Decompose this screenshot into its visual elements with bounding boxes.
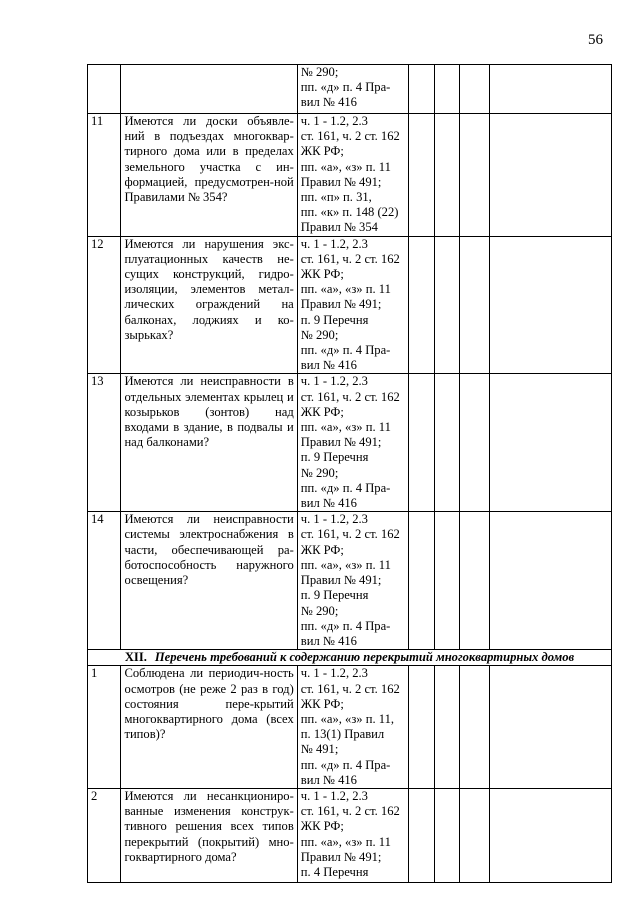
section-title-text: Перечень требований к содержанию перекрытий многоквартирных домов bbox=[154, 650, 575, 665]
question-text: Имеются ли доски объявле-ний в подъездах многоквар-тирного дома или в пределах земельного участка с ин-формацией, предусмотрен-ной Правилами № 354? bbox=[121, 114, 297, 237]
row-number: 13 bbox=[88, 374, 121, 512]
question-text: Имеются ли нарушения экс-плуатационных качеств не-сущих конструкций, гидро-изоляции, элементов метал-лических ограждений на балконах, лоджиях и ко-зырьках? bbox=[121, 236, 297, 374]
legal-basis: ч. 1 - 1.2, 2.3 ст. 161, ч. 2 ст. 162 ЖК РФ; пп. «а», «з» п. 11 Правил № 491; п. 4 Перечня bbox=[297, 788, 408, 882]
answer-no-cell bbox=[434, 788, 459, 882]
row-number: 1 bbox=[88, 666, 121, 789]
answer-no-cell bbox=[434, 236, 459, 374]
section-title bbox=[88, 650, 612, 666]
row-number: 2 bbox=[88, 788, 121, 882]
answer-na-cell bbox=[459, 65, 489, 114]
answer-no-cell bbox=[434, 666, 459, 789]
row-number: 14 bbox=[88, 512, 121, 650]
answer-yes-cell bbox=[409, 374, 434, 512]
table-row bbox=[88, 666, 612, 789]
answer-yes-cell bbox=[409, 65, 434, 114]
section-header-row bbox=[88, 650, 612, 666]
answer-no-cell bbox=[434, 114, 459, 237]
answer-yes-cell bbox=[409, 666, 434, 789]
answer-na-cell bbox=[459, 512, 489, 650]
table-row bbox=[88, 114, 612, 237]
question-text: Соблюдена ли периодич-ность осмотров (не реже 2 раз в год) состояния пере-крытий многоквартирного дома (всех типов)? bbox=[121, 666, 297, 789]
answer-na-cell bbox=[459, 374, 489, 512]
table-row bbox=[88, 788, 612, 882]
answer-yes-cell bbox=[409, 512, 434, 650]
notes-cell bbox=[490, 114, 612, 237]
notes-cell bbox=[490, 374, 612, 512]
answer-yes-cell bbox=[409, 236, 434, 374]
answer-na-cell bbox=[459, 666, 489, 789]
question-text: Имеются ли неисправности системы электроснабжения в части, обеспечивающей ра-ботоспособность наружного освещения? bbox=[121, 512, 297, 650]
row-number: 11 bbox=[88, 114, 121, 237]
legal-basis: ч. 1 - 1.2, 2.3 ст. 161, ч. 2 ст. 162 ЖК РФ; пп. «а», «з» п. 11 Правил № 491; пп. «п» п. 31, пп. «к» п. 148 (22) Правил № 354 bbox=[297, 114, 408, 237]
notes-cell bbox=[490, 666, 612, 789]
legal-basis: ч. 1 - 1.2, 2.3 ст. 161, ч. 2 ст. 162 ЖК РФ; пп. «а», «з» п. 11 Правил № 491; п. 9 Перечня № 290; пп. «д» п. 4 Пра- вил № 416 bbox=[297, 236, 408, 374]
table-row bbox=[88, 236, 612, 374]
answer-na-cell bbox=[459, 788, 489, 882]
question-text: Имеются ли неисправности в отдельных элементах крылец и козырьков (зонтов) над входами в здание, в подвалы и над балконами? bbox=[121, 374, 297, 512]
answer-na-cell bbox=[459, 236, 489, 374]
table-row bbox=[88, 65, 612, 114]
legal-basis: ч. 1 - 1.2, 2.3 ст. 161, ч. 2 ст. 162 ЖК РФ; пп. «а», «з» п. 11 Правил № 491; п. 9 Перечня № 290; пп. «д» п. 4 Пра- вил № 416 bbox=[297, 512, 408, 650]
answer-na-cell bbox=[459, 114, 489, 237]
question-text: Имеются ли несанкциониро-ванные изменения конструк-тивного решения всех типов перекрытий (покрытий) мно-гоквартирного дома? bbox=[121, 788, 297, 882]
legal-basis: ч. 1 - 1.2, 2.3 ст. 161, ч. 2 ст. 162 ЖК РФ; пп. «а», «з» п. 11 Правил № 491; п. 9 Перечня № 290; пп. «д» п. 4 Пра- вил № 416 bbox=[297, 374, 408, 512]
page-number: 56 bbox=[588, 32, 603, 48]
answer-yes-cell bbox=[409, 788, 434, 882]
question-text bbox=[121, 65, 297, 114]
answer-no-cell bbox=[434, 65, 459, 114]
notes-cell bbox=[490, 512, 612, 650]
answer-no-cell bbox=[434, 512, 459, 650]
checklist-table bbox=[87, 64, 612, 883]
answer-yes-cell bbox=[409, 114, 434, 237]
row-number bbox=[88, 65, 121, 114]
table-row bbox=[88, 374, 612, 512]
notes-cell bbox=[490, 788, 612, 882]
answer-no-cell bbox=[434, 374, 459, 512]
legal-basis: ч. 1 - 1.2, 2.3 ст. 161, ч. 2 ст. 162 ЖК РФ; пп. «а», «з» п. 11, п. 13(1) Правил № 491; пп. «д» п. 4 Пра- вил № 416 bbox=[297, 666, 408, 789]
table-row bbox=[88, 512, 612, 650]
notes-cell bbox=[490, 65, 612, 114]
row-number: 12 bbox=[88, 236, 121, 374]
notes-cell bbox=[490, 236, 612, 374]
section-roman-numeral: XII. bbox=[124, 650, 147, 665]
legal-basis: № 290; пп. «д» п. 4 Пра- вил № 416 bbox=[297, 65, 408, 114]
